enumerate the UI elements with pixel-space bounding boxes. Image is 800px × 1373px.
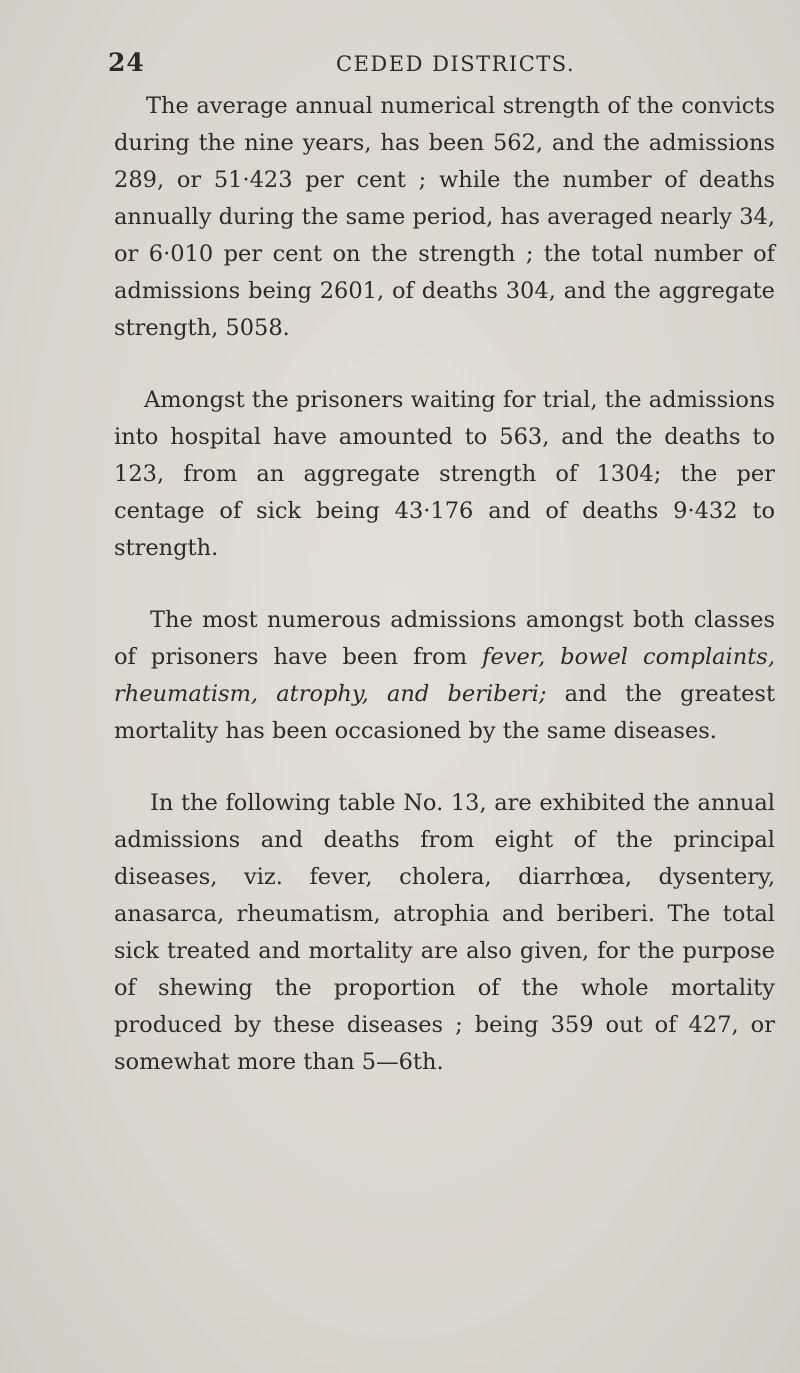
paragraph-table-introduction: In the following table No. 13, are exhibited the annual admissions and deaths from eight of the principal diseases, viz. fever, cholera, diarrhœa, dysentery, anasarca, rheumatism, atrophia and beriberi. The total sick treated and mortality are also given, for the purpose of shewing the proportion of the whole mortality produced by these diseases ; being 359 out of 427, or somewhat more than 5—6th.: [114, 790, 775, 1075]
page-number: 24: [108, 48, 145, 77]
paragraph-prisoners-awaiting-trial: Amongst the prisoners waiting for trial, the admissions into hospital have amounted to 563, and the deaths to 123, from an aggregate strength of 1304; the per centage of sick being 43·176 and of deaths 9·432 to strength.: [114, 387, 775, 561]
page-body: [114, 88, 775, 1081]
page-header: [108, 48, 768, 88]
paragraph-text: and the greatest mortality has been occasioned by the same diseases.: [114, 681, 775, 744]
paragraph-text: The most numerous admissions amongst both classes of prisoners have been from: [114, 607, 775, 670]
running-head: CEDED DISTRICTS.: [336, 52, 576, 76]
paragraph-convict-statistics: The average annual numerical strength of the convicts during the nine years, has been 562, and the admissions 289, or 51·423 per cent ; while the number of deaths annually during the same period, has averaged nearly 34, or 6·010 per cent on the strength ; the total number of admissions being 2601, of deaths 304, and the aggregate strength, 5058.: [114, 93, 775, 341]
paragraph-principal-diseases: [114, 602, 775, 750]
disease-list-italic: fever, bowel complaints, rheumatism, atrophy, and beriberi;: [114, 644, 775, 707]
